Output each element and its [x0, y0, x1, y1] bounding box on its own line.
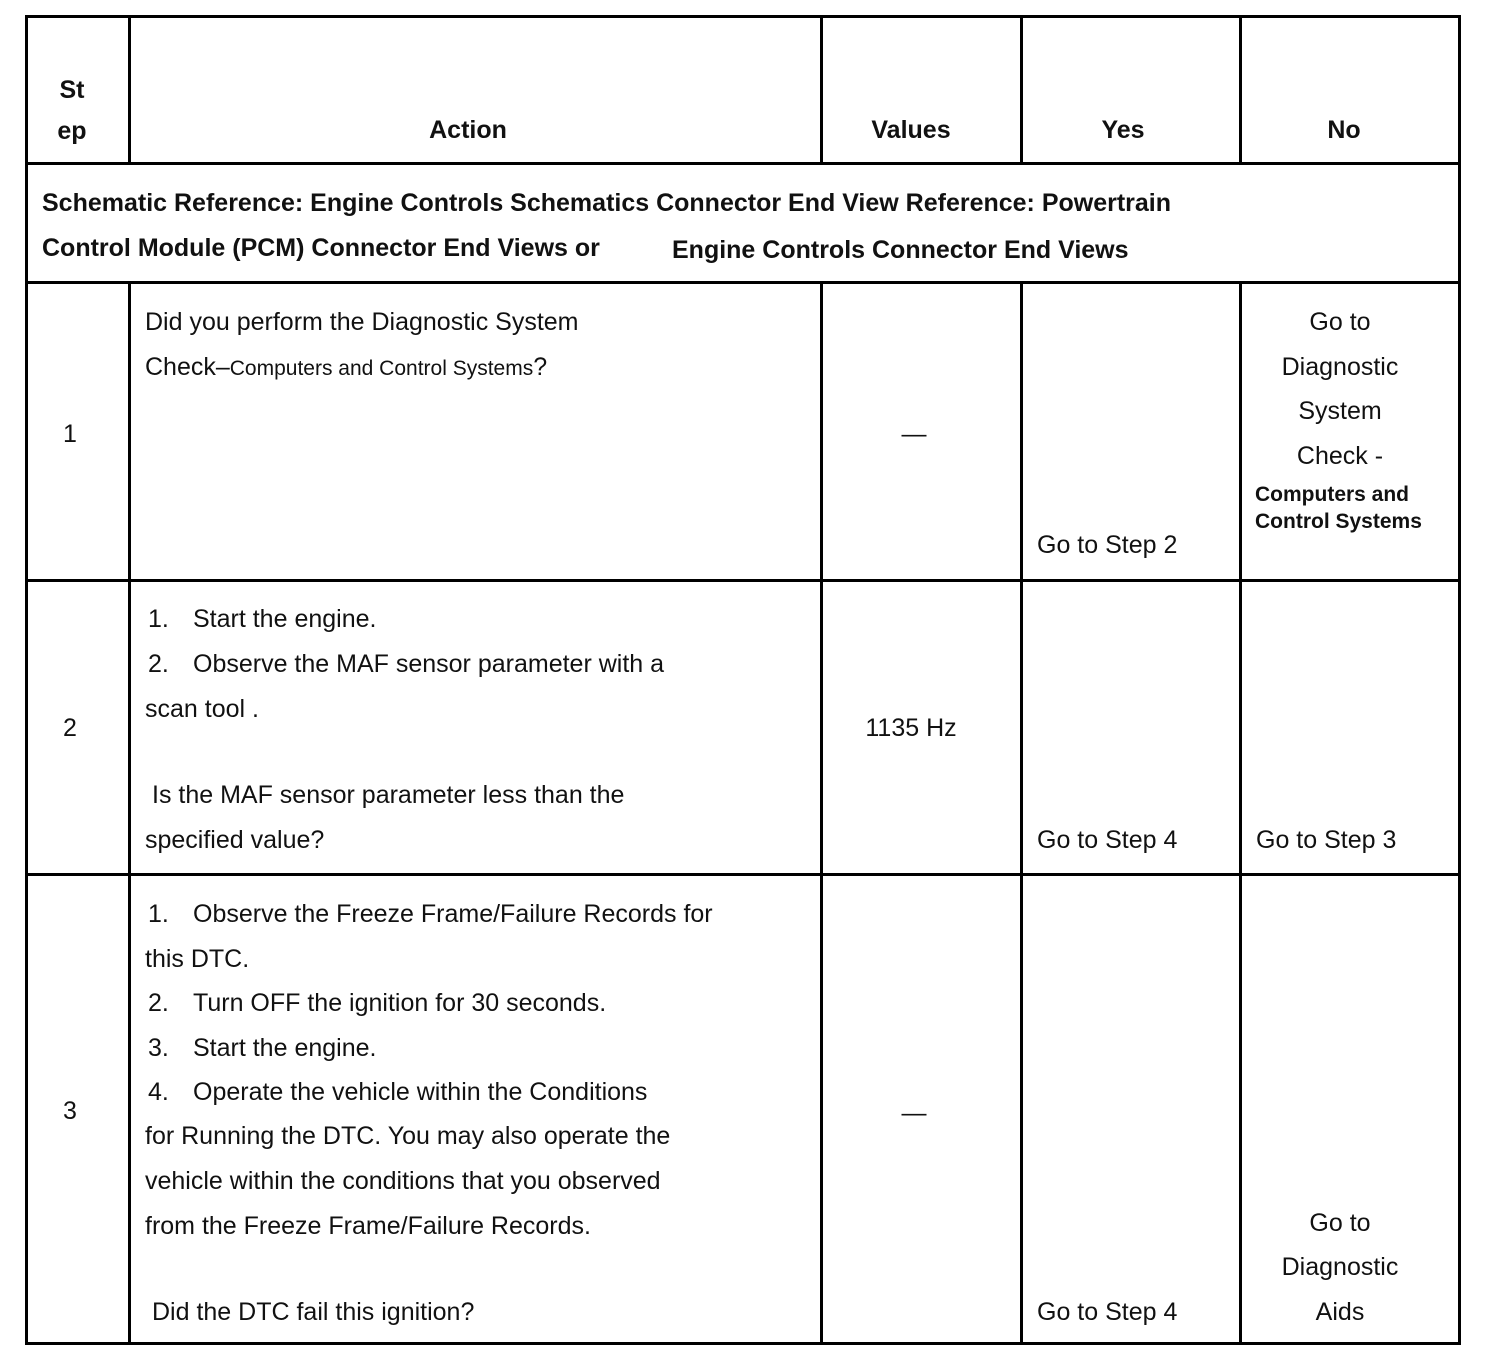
- col-divider-action-header: [820, 18, 823, 163]
- header-yes: Yes: [1101, 116, 1145, 144]
- row3-item2-text: Turn OFF the ignition for 30 seconds.: [193, 989, 607, 1017]
- row1-divider: [28, 579, 1458, 582]
- row1-no-line2: Diagnostic: [1281, 353, 1399, 381]
- row2-item1-num: 1.: [148, 605, 169, 633]
- row1-no-line4: Check -: [1296, 442, 1384, 470]
- row2-step: 2: [63, 714, 77, 742]
- row1-no-line5: Computers and: [1255, 483, 1410, 506]
- header-action: Action: [429, 116, 507, 144]
- row3-item4-cont3: from the Freeze Frame/Failure Records.: [145, 1212, 591, 1240]
- row3-no-line3: Aids: [1315, 1298, 1365, 1326]
- col-divider-step-header: [128, 18, 131, 163]
- col-divider-values: [1020, 282, 1023, 1342]
- row3-item3-text: Start the engine.: [193, 1034, 377, 1062]
- col-divider-yes-header: [1239, 18, 1242, 163]
- row1-action-line2c: ?: [533, 353, 548, 381]
- row2-question-line1: Is the MAF sensor parameter less than the: [152, 781, 625, 809]
- reference-line2b: Engine Controls Connector End Views: [672, 236, 1129, 264]
- header-step-line2: ep: [57, 117, 87, 145]
- row1-action-link: Computers and Control Systems: [229, 357, 534, 380]
- row2-yes: Go to Step 4: [1037, 826, 1178, 854]
- row3-yes: Go to Step 4: [1037, 1298, 1178, 1326]
- row1-no-line3: System: [1298, 397, 1382, 425]
- row3-no-line2: Diagnostic: [1281, 1253, 1399, 1281]
- row3-item1-cont: this DTC.: [145, 945, 250, 973]
- col-divider-action: [820, 282, 823, 1342]
- col-divider-yes: [1239, 282, 1242, 1342]
- row3-item4-cont1: for Running the DTC. You may also operate the: [145, 1122, 671, 1150]
- row3-item4-cont2: vehicle within the conditions that you observed: [145, 1167, 661, 1195]
- row2-item2-text: Observe the MAF sensor parameter with a: [193, 650, 665, 678]
- row1-yes: Go to Step 2: [1037, 531, 1178, 559]
- row3-item4-text: Operate the vehicle within the Conditions: [193, 1078, 648, 1106]
- row1-action-line1: Did you perform the Diagnostic System: [145, 308, 579, 336]
- header-values: Values: [871, 116, 951, 144]
- row1-no-line6: Control Systems: [1255, 510, 1422, 533]
- reference-line1: Schematic Reference: Engine Controls Schematics Connector End View Reference: Powertrain: [42, 189, 1172, 217]
- row3-item4-num: 4.: [148, 1078, 169, 1106]
- reference-divider: [28, 281, 1458, 284]
- row3-question: Did the DTC fail this ignition?: [152, 1298, 475, 1326]
- row1-no-line1: Go to: [1309, 308, 1371, 336]
- header-step-line1: St: [59, 76, 85, 104]
- row1-action-line2: [145, 355, 547, 380]
- header-divider: [28, 162, 1458, 165]
- row3-item1-text: Observe the Freeze Frame/Failure Records for: [193, 900, 713, 928]
- row2-item2-num: 2.: [148, 650, 169, 678]
- row3-item2-num: 2.: [148, 989, 169, 1017]
- row2-no: Go to Step 3: [1256, 826, 1397, 854]
- diagnostic-table: [25, 15, 1461, 1345]
- row3-item3-num: 3.: [148, 1034, 169, 1062]
- header-no: No: [1327, 116, 1361, 144]
- row2-divider: [28, 873, 1458, 876]
- reference-line2a: Control Module (PCM) Connector End Views or: [42, 234, 600, 262]
- row2-value: 1135 Hz: [865, 714, 957, 742]
- col-divider-step: [128, 282, 131, 1342]
- row1-action-line2a: Check–: [145, 353, 230, 381]
- row3-no-line1: Go to: [1309, 1209, 1371, 1237]
- row3-value: —: [901, 1099, 927, 1127]
- row3-step: 3: [63, 1097, 77, 1125]
- row3-item1-num: 1.: [148, 900, 169, 928]
- row2-item2-cont: scan tool .: [145, 695, 259, 723]
- col-divider-values-header: [1020, 18, 1023, 163]
- row2-question-line2: specified value?: [145, 826, 325, 854]
- row1-value: —: [901, 420, 927, 448]
- row2-item1-text: Start the engine.: [193, 605, 377, 633]
- row1-step: 1: [63, 420, 77, 448]
